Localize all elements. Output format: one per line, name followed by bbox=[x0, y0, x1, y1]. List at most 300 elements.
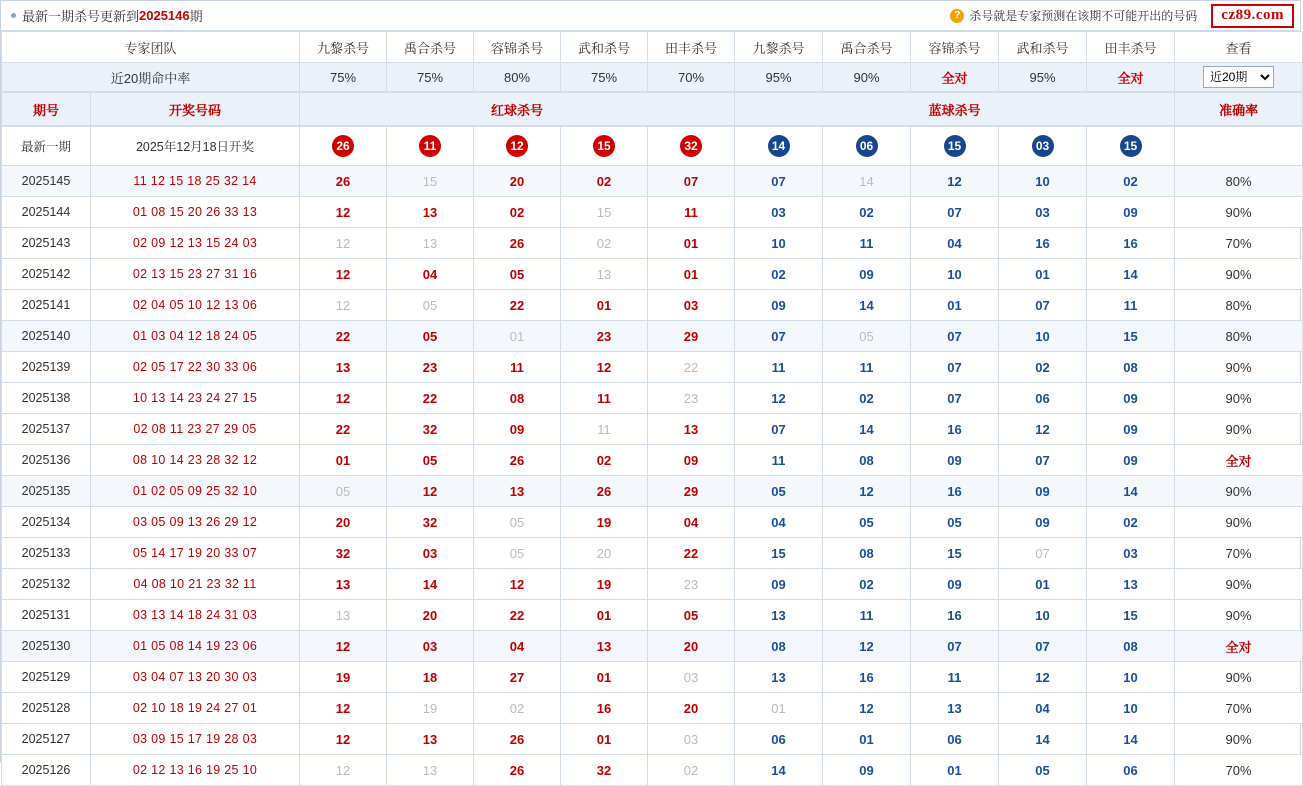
latest-blue-ball-4 bbox=[999, 127, 1087, 166]
row-accuracy: 90% bbox=[1175, 724, 1303, 755]
latest-red-ball-1 bbox=[300, 127, 387, 166]
row-accuracy: 90% bbox=[1175, 197, 1303, 228]
row-red-kill-1: 12 bbox=[300, 228, 387, 259]
row-accuracy: 90% bbox=[1175, 569, 1303, 600]
expert-summary-table bbox=[1, 31, 1303, 92]
row-draw-numbers: 03 13 14 18 24 31 03 bbox=[91, 600, 300, 631]
row-draw-numbers: 02 09 12 13 15 24 03 bbox=[91, 228, 300, 259]
table-row[interactable] bbox=[2, 538, 1303, 569]
row-red-kill-5: 20 bbox=[648, 693, 735, 724]
hit-rate-3: 80% bbox=[474, 63, 561, 92]
table-row[interactable] bbox=[2, 693, 1303, 724]
row-period: 2025127 bbox=[2, 724, 91, 755]
site-logo[interactable]: cz89.com bbox=[1211, 4, 1294, 28]
row-blue-kill-2: 12 bbox=[823, 476, 911, 507]
row-red-kill-1: 12 bbox=[300, 693, 387, 724]
hit-rate-5: 70% bbox=[648, 63, 735, 92]
expert-col-9: 武和杀号 bbox=[999, 32, 1087, 63]
row-blue-kill-3: 11 bbox=[911, 662, 999, 693]
row-red-kill-3: 26 bbox=[474, 228, 561, 259]
table-row[interactable] bbox=[2, 631, 1303, 662]
hit-rate-8: 全对 bbox=[911, 63, 999, 92]
table-row[interactable] bbox=[2, 724, 1303, 755]
row-blue-kill-4: 14 bbox=[999, 724, 1087, 755]
table-row[interactable] bbox=[2, 383, 1303, 414]
row-blue-kill-5: 14 bbox=[1087, 724, 1175, 755]
update-notice bbox=[7, 6, 203, 25]
row-period: 2025132 bbox=[2, 569, 91, 600]
blue-ball: 06 bbox=[856, 135, 878, 157]
row-period: 2025129 bbox=[2, 662, 91, 693]
row-accuracy: 90% bbox=[1175, 600, 1303, 631]
row-blue-kill-1: 15 bbox=[735, 538, 823, 569]
row-blue-kill-5: 09 bbox=[1087, 383, 1175, 414]
blue-ball: 15 bbox=[1120, 135, 1142, 157]
row-blue-kill-2: 12 bbox=[823, 693, 911, 724]
row-blue-kill-5: 02 bbox=[1087, 166, 1175, 197]
row-draw-numbers: 11 12 15 18 25 32 14 bbox=[91, 166, 300, 197]
row-red-kill-3: 22 bbox=[474, 290, 561, 321]
row-accuracy: 90% bbox=[1175, 476, 1303, 507]
row-red-kill-3: 27 bbox=[474, 662, 561, 693]
row-red-kill-4: 20 bbox=[561, 538, 648, 569]
row-red-kill-2: 12 bbox=[387, 476, 474, 507]
row-blue-kill-3: 10 bbox=[911, 259, 999, 290]
row-red-kill-5: 23 bbox=[648, 383, 735, 414]
row-blue-kill-2: 11 bbox=[823, 352, 911, 383]
row-blue-kill-4: 10 bbox=[999, 166, 1087, 197]
row-period: 2025135 bbox=[2, 476, 91, 507]
row-red-kill-3: 04 bbox=[474, 631, 561, 662]
row-blue-kill-4: 07 bbox=[999, 538, 1087, 569]
row-blue-kill-3: 09 bbox=[911, 445, 999, 476]
table-row[interactable] bbox=[2, 600, 1303, 631]
update-notice-issue: 2025146 bbox=[139, 8, 190, 23]
row-blue-kill-4: 07 bbox=[999, 290, 1087, 321]
row-period: 2025130 bbox=[2, 631, 91, 662]
row-red-kill-1: 12 bbox=[300, 290, 387, 321]
row-blue-kill-2: 05 bbox=[823, 507, 911, 538]
row-blue-kill-2: 08 bbox=[823, 445, 911, 476]
row-blue-kill-5: 08 bbox=[1087, 352, 1175, 383]
row-red-kill-4: 23 bbox=[561, 321, 648, 352]
row-blue-kill-5: 14 bbox=[1087, 476, 1175, 507]
row-blue-kill-2: 02 bbox=[823, 197, 911, 228]
expert-col-5: 田丰杀号 bbox=[648, 32, 735, 63]
expert-team-header: 专家团队 bbox=[2, 32, 300, 63]
row-accuracy: 90% bbox=[1175, 352, 1303, 383]
row-accuracy: 70% bbox=[1175, 228, 1303, 259]
row-blue-kill-3: 16 bbox=[911, 414, 999, 445]
row-blue-kill-2: 02 bbox=[823, 569, 911, 600]
period-range-select-cell bbox=[1175, 63, 1303, 92]
row-red-kill-3: 20 bbox=[474, 166, 561, 197]
row-blue-kill-5: 10 bbox=[1087, 693, 1175, 724]
row-period: 2025136 bbox=[2, 445, 91, 476]
row-draw-numbers: 01 08 15 20 26 33 13 bbox=[91, 197, 300, 228]
row-red-kill-4: 01 bbox=[561, 724, 648, 755]
row-blue-kill-4: 01 bbox=[999, 569, 1087, 600]
table-row[interactable] bbox=[2, 290, 1303, 321]
row-blue-kill-3: 07 bbox=[911, 631, 999, 662]
row-blue-kill-5: 15 bbox=[1087, 321, 1175, 352]
row-accuracy: 70% bbox=[1175, 693, 1303, 724]
row-blue-kill-2: 14 bbox=[823, 166, 911, 197]
expert-col-1: 九黎杀号 bbox=[300, 32, 387, 63]
table-row[interactable] bbox=[2, 197, 1303, 228]
expert-col-6: 九黎杀号 bbox=[735, 32, 823, 63]
row-red-kill-5: 23 bbox=[648, 569, 735, 600]
row-blue-kill-4: 06 bbox=[999, 383, 1087, 414]
row-period: 2025145 bbox=[2, 166, 91, 197]
row-accuracy: 90% bbox=[1175, 383, 1303, 414]
row-blue-kill-3: 15 bbox=[911, 538, 999, 569]
row-blue-kill-1: 07 bbox=[735, 166, 823, 197]
row-draw-numbers: 02 04 05 10 12 13 06 bbox=[91, 290, 300, 321]
latest-blue-ball-2 bbox=[823, 127, 911, 166]
row-red-kill-3: 26 bbox=[474, 755, 561, 786]
row-draw-numbers: 03 04 07 13 20 30 03 bbox=[91, 662, 300, 693]
row-blue-kill-5: 02 bbox=[1087, 507, 1175, 538]
update-notice-suffix: 期 bbox=[189, 9, 203, 24]
latest-accuracy bbox=[1175, 127, 1303, 166]
row-blue-kill-1: 08 bbox=[735, 631, 823, 662]
row-blue-kill-4: 07 bbox=[999, 445, 1087, 476]
row-red-kill-2: 03 bbox=[387, 631, 474, 662]
expert-header-row bbox=[2, 32, 1303, 63]
row-draw-numbers: 01 03 04 12 18 24 05 bbox=[91, 321, 300, 352]
row-red-kill-1: 12 bbox=[300, 755, 387, 786]
row-accuracy: 90% bbox=[1175, 662, 1303, 693]
row-red-kill-1: 01 bbox=[300, 445, 387, 476]
table-row[interactable] bbox=[2, 476, 1303, 507]
row-draw-numbers: 02 12 13 16 19 25 10 bbox=[91, 755, 300, 786]
row-red-kill-1: 12 bbox=[300, 259, 387, 290]
row-red-kill-3: 11 bbox=[474, 352, 561, 383]
expert-col-3: 容锦杀号 bbox=[474, 32, 561, 63]
top-bar bbox=[1, 1, 1300, 31]
latest-draw-row bbox=[2, 127, 1303, 166]
table-row[interactable] bbox=[2, 166, 1303, 197]
row-red-kill-3: 05 bbox=[474, 259, 561, 290]
row-blue-kill-2: 14 bbox=[823, 290, 911, 321]
row-blue-kill-5: 08 bbox=[1087, 631, 1175, 662]
row-red-kill-3: 02 bbox=[474, 693, 561, 724]
row-period: 2025134 bbox=[2, 507, 91, 538]
row-red-kill-5: 20 bbox=[648, 631, 735, 662]
row-red-kill-3: 12 bbox=[474, 569, 561, 600]
row-blue-kill-3: 01 bbox=[911, 755, 999, 786]
red-ball: 26 bbox=[332, 135, 354, 157]
row-red-kill-4: 16 bbox=[561, 693, 648, 724]
row-red-kill-2: 22 bbox=[387, 383, 474, 414]
col-header-period: 期号 bbox=[2, 93, 91, 126]
table-row[interactable] bbox=[2, 414, 1303, 445]
row-blue-kill-3: 13 bbox=[911, 693, 999, 724]
hit-rate-4: 75% bbox=[561, 63, 648, 92]
kill-number-explanation bbox=[950, 7, 1197, 24]
row-red-kill-5: 03 bbox=[648, 724, 735, 755]
row-red-kill-4: 11 bbox=[561, 414, 648, 445]
row-red-kill-1: 20 bbox=[300, 507, 387, 538]
row-red-kill-5: 09 bbox=[648, 445, 735, 476]
row-red-kill-4: 15 bbox=[561, 197, 648, 228]
row-red-kill-4: 01 bbox=[561, 290, 648, 321]
row-red-kill-2: 14 bbox=[387, 569, 474, 600]
row-blue-kill-2: 08 bbox=[823, 538, 911, 569]
red-ball: 32 bbox=[680, 135, 702, 157]
row-red-kill-2: 05 bbox=[387, 321, 474, 352]
latest-blue-ball-3 bbox=[911, 127, 999, 166]
row-red-kill-4: 01 bbox=[561, 600, 648, 631]
section-header-row bbox=[2, 93, 1303, 126]
row-red-kill-5: 03 bbox=[648, 290, 735, 321]
row-blue-kill-2: 01 bbox=[823, 724, 911, 755]
row-blue-kill-4: 09 bbox=[999, 476, 1087, 507]
row-blue-kill-5: 15 bbox=[1087, 600, 1175, 631]
row-blue-kill-3: 16 bbox=[911, 600, 999, 631]
row-blue-kill-1: 12 bbox=[735, 383, 823, 414]
row-draw-numbers: 01 05 08 14 19 23 06 bbox=[91, 631, 300, 662]
row-red-kill-1: 26 bbox=[300, 166, 387, 197]
row-red-kill-5: 05 bbox=[648, 600, 735, 631]
row-red-kill-2: 03 bbox=[387, 538, 474, 569]
col-header-red-kill: 红球杀号 bbox=[300, 93, 735, 126]
row-red-kill-4: 13 bbox=[561, 631, 648, 662]
expert-col-4: 武和杀号 bbox=[561, 32, 648, 63]
latest-red-ball-4 bbox=[561, 127, 648, 166]
latest-label: 最新一期 bbox=[2, 127, 91, 166]
row-red-kill-3: 26 bbox=[474, 724, 561, 755]
latest-red-ball-2 bbox=[387, 127, 474, 166]
row-blue-kill-2: 16 bbox=[823, 662, 911, 693]
row-red-kill-3: 02 bbox=[474, 197, 561, 228]
table-row[interactable] bbox=[2, 352, 1303, 383]
row-blue-kill-2: 11 bbox=[823, 600, 911, 631]
row-draw-numbers: 05 14 17 19 20 33 07 bbox=[91, 538, 300, 569]
row-red-kill-2: 05 bbox=[387, 445, 474, 476]
row-red-kill-1: 12 bbox=[300, 631, 387, 662]
row-blue-kill-4: 02 bbox=[999, 352, 1087, 383]
row-period: 2025128 bbox=[2, 693, 91, 724]
row-blue-kill-1: 04 bbox=[735, 507, 823, 538]
row-blue-kill-4: 03 bbox=[999, 197, 1087, 228]
row-red-kill-5: 22 bbox=[648, 352, 735, 383]
row-blue-kill-2: 14 bbox=[823, 414, 911, 445]
row-red-kill-5: 04 bbox=[648, 507, 735, 538]
row-blue-kill-2: 11 bbox=[823, 228, 911, 259]
row-blue-kill-1: 05 bbox=[735, 476, 823, 507]
row-red-kill-2: 18 bbox=[387, 662, 474, 693]
row-red-kill-2: 15 bbox=[387, 166, 474, 197]
row-blue-kill-1: 09 bbox=[735, 290, 823, 321]
row-accuracy: 80% bbox=[1175, 166, 1303, 197]
row-period: 2025144 bbox=[2, 197, 91, 228]
hit-rate-6: 95% bbox=[735, 63, 823, 92]
table-row[interactable] bbox=[2, 228, 1303, 259]
row-blue-kill-3: 01 bbox=[911, 290, 999, 321]
row-blue-kill-1: 02 bbox=[735, 259, 823, 290]
row-red-kill-4: 12 bbox=[561, 352, 648, 383]
col-header-accuracy: 准确率 bbox=[1175, 93, 1303, 126]
row-blue-kill-1: 11 bbox=[735, 445, 823, 476]
row-red-kill-4: 13 bbox=[561, 259, 648, 290]
row-accuracy: 70% bbox=[1175, 755, 1303, 786]
row-blue-kill-2: 09 bbox=[823, 755, 911, 786]
row-blue-kill-5: 14 bbox=[1087, 259, 1175, 290]
table-row[interactable] bbox=[2, 507, 1303, 538]
row-period: 2025126 bbox=[2, 755, 91, 786]
row-red-kill-5: 01 bbox=[648, 228, 735, 259]
hit-rate-label: 近20期命中率 bbox=[2, 63, 300, 92]
row-blue-kill-5: 09 bbox=[1087, 445, 1175, 476]
row-accuracy: 全对 bbox=[1175, 631, 1303, 662]
expert-col-10: 田丰杀号 bbox=[1087, 32, 1175, 63]
row-period: 2025137 bbox=[2, 414, 91, 445]
row-blue-kill-2: 02 bbox=[823, 383, 911, 414]
row-draw-numbers: 10 13 14 23 24 27 15 bbox=[91, 383, 300, 414]
row-blue-kill-2: 09 bbox=[823, 259, 911, 290]
row-red-kill-2: 32 bbox=[387, 414, 474, 445]
row-red-kill-2: 05 bbox=[387, 290, 474, 321]
hit-rate-2: 75% bbox=[387, 63, 474, 92]
hit-rate-7: 90% bbox=[823, 63, 911, 92]
row-blue-kill-1: 06 bbox=[735, 724, 823, 755]
blue-ball: 14 bbox=[768, 135, 790, 157]
row-red-kill-5: 22 bbox=[648, 538, 735, 569]
row-red-kill-5: 29 bbox=[648, 476, 735, 507]
row-blue-kill-3: 05 bbox=[911, 507, 999, 538]
row-accuracy: 全对 bbox=[1175, 445, 1303, 476]
row-blue-kill-4: 04 bbox=[999, 693, 1087, 724]
row-red-kill-3: 13 bbox=[474, 476, 561, 507]
row-draw-numbers: 08 10 14 23 28 32 12 bbox=[91, 445, 300, 476]
hit-rate-1: 75% bbox=[300, 63, 387, 92]
row-blue-kill-1: 13 bbox=[735, 600, 823, 631]
row-blue-kill-3: 07 bbox=[911, 352, 999, 383]
row-blue-kill-3: 07 bbox=[911, 197, 999, 228]
blue-ball: 03 bbox=[1032, 135, 1054, 157]
row-red-kill-1: 22 bbox=[300, 321, 387, 352]
red-ball: 15 bbox=[593, 135, 615, 157]
table-row[interactable] bbox=[2, 321, 1303, 352]
row-red-kill-3: 05 bbox=[474, 538, 561, 569]
row-red-kill-5: 07 bbox=[648, 166, 735, 197]
row-red-kill-3: 05 bbox=[474, 507, 561, 538]
row-blue-kill-1: 03 bbox=[735, 197, 823, 228]
row-blue-kill-5: 09 bbox=[1087, 414, 1175, 445]
row-blue-kill-3: 16 bbox=[911, 476, 999, 507]
row-blue-kill-1: 13 bbox=[735, 662, 823, 693]
row-red-kill-1: 12 bbox=[300, 724, 387, 755]
row-blue-kill-1: 10 bbox=[735, 228, 823, 259]
row-red-kill-2: 13 bbox=[387, 724, 474, 755]
hit-rate-9: 95% bbox=[999, 63, 1087, 92]
table-row[interactable] bbox=[2, 259, 1303, 290]
row-red-kill-1: 32 bbox=[300, 538, 387, 569]
row-red-kill-2: 13 bbox=[387, 228, 474, 259]
row-blue-kill-5: 10 bbox=[1087, 662, 1175, 693]
row-red-kill-1: 13 bbox=[300, 352, 387, 383]
row-blue-kill-3: 07 bbox=[911, 321, 999, 352]
table-row[interactable] bbox=[2, 445, 1303, 476]
row-red-kill-2: 20 bbox=[387, 600, 474, 631]
hit-rate-10: 全对 bbox=[1087, 63, 1175, 92]
period-range-select[interactable] bbox=[1203, 66, 1274, 88]
row-period: 2025131 bbox=[2, 600, 91, 631]
row-red-kill-5: 13 bbox=[648, 414, 735, 445]
row-blue-kill-1: 11 bbox=[735, 352, 823, 383]
row-red-kill-2: 04 bbox=[387, 259, 474, 290]
data-table-body bbox=[2, 127, 1303, 786]
row-red-kill-3: 22 bbox=[474, 600, 561, 631]
row-period: 2025133 bbox=[2, 538, 91, 569]
row-red-kill-3: 01 bbox=[474, 321, 561, 352]
row-accuracy: 90% bbox=[1175, 259, 1303, 290]
hit-rate-row bbox=[2, 63, 1303, 92]
row-period: 2025141 bbox=[2, 290, 91, 321]
row-draw-numbers: 02 13 15 23 27 31 16 bbox=[91, 259, 300, 290]
row-red-kill-1: 12 bbox=[300, 383, 387, 414]
latest-red-ball-3 bbox=[474, 127, 561, 166]
row-red-kill-1: 19 bbox=[300, 662, 387, 693]
row-blue-kill-4: 10 bbox=[999, 321, 1087, 352]
row-blue-kill-3: 07 bbox=[911, 383, 999, 414]
row-blue-kill-1: 01 bbox=[735, 693, 823, 724]
row-blue-kill-4: 05 bbox=[999, 755, 1087, 786]
row-red-kill-1: 12 bbox=[300, 197, 387, 228]
row-accuracy: 80% bbox=[1175, 290, 1303, 321]
bullet-icon bbox=[11, 13, 16, 18]
row-blue-kill-4: 10 bbox=[999, 600, 1087, 631]
row-blue-kill-4: 01 bbox=[999, 259, 1087, 290]
update-notice-prefix: 最新一期杀号更新到 bbox=[22, 9, 140, 24]
kill-number-explanation-text: 杀号就是专家预测在该期不可能开出的号码 bbox=[969, 9, 1198, 23]
row-blue-kill-5: 11 bbox=[1087, 290, 1175, 321]
table-row[interactable] bbox=[2, 569, 1303, 600]
row-blue-kill-5: 13 bbox=[1087, 569, 1175, 600]
row-blue-kill-4: 16 bbox=[999, 228, 1087, 259]
row-blue-kill-4: 12 bbox=[999, 414, 1087, 445]
row-red-kill-4: 11 bbox=[561, 383, 648, 414]
view-header: 查看 bbox=[1175, 32, 1303, 63]
row-blue-kill-5: 03 bbox=[1087, 538, 1175, 569]
data-section-header-table bbox=[1, 92, 1303, 126]
row-draw-numbers: 02 10 18 19 24 27 01 bbox=[91, 693, 300, 724]
table-row[interactable] bbox=[2, 662, 1303, 693]
row-red-kill-5: 02 bbox=[648, 755, 735, 786]
row-red-kill-5: 11 bbox=[648, 197, 735, 228]
row-blue-kill-1: 07 bbox=[735, 321, 823, 352]
row-draw-numbers: 01 02 05 09 25 32 10 bbox=[91, 476, 300, 507]
row-draw-numbers: 02 05 17 22 30 33 06 bbox=[91, 352, 300, 383]
row-red-kill-4: 01 bbox=[561, 662, 648, 693]
row-accuracy: 90% bbox=[1175, 414, 1303, 445]
row-red-kill-1: 13 bbox=[300, 600, 387, 631]
row-red-kill-2: 19 bbox=[387, 693, 474, 724]
latest-draw-date: 2025年12月18日开奖 bbox=[91, 127, 300, 166]
row-draw-numbers: 03 09 15 17 19 28 03 bbox=[91, 724, 300, 755]
table-row[interactable] bbox=[2, 755, 1303, 786]
row-blue-kill-3: 09 bbox=[911, 569, 999, 600]
row-red-kill-1: 22 bbox=[300, 414, 387, 445]
row-red-kill-4: 02 bbox=[561, 445, 648, 476]
row-draw-numbers: 02 08 11 23 27 29 05 bbox=[91, 414, 300, 445]
row-red-kill-2: 23 bbox=[387, 352, 474, 383]
question-icon: ? bbox=[950, 9, 964, 23]
row-red-kill-5: 29 bbox=[648, 321, 735, 352]
row-blue-kill-4: 09 bbox=[999, 507, 1087, 538]
